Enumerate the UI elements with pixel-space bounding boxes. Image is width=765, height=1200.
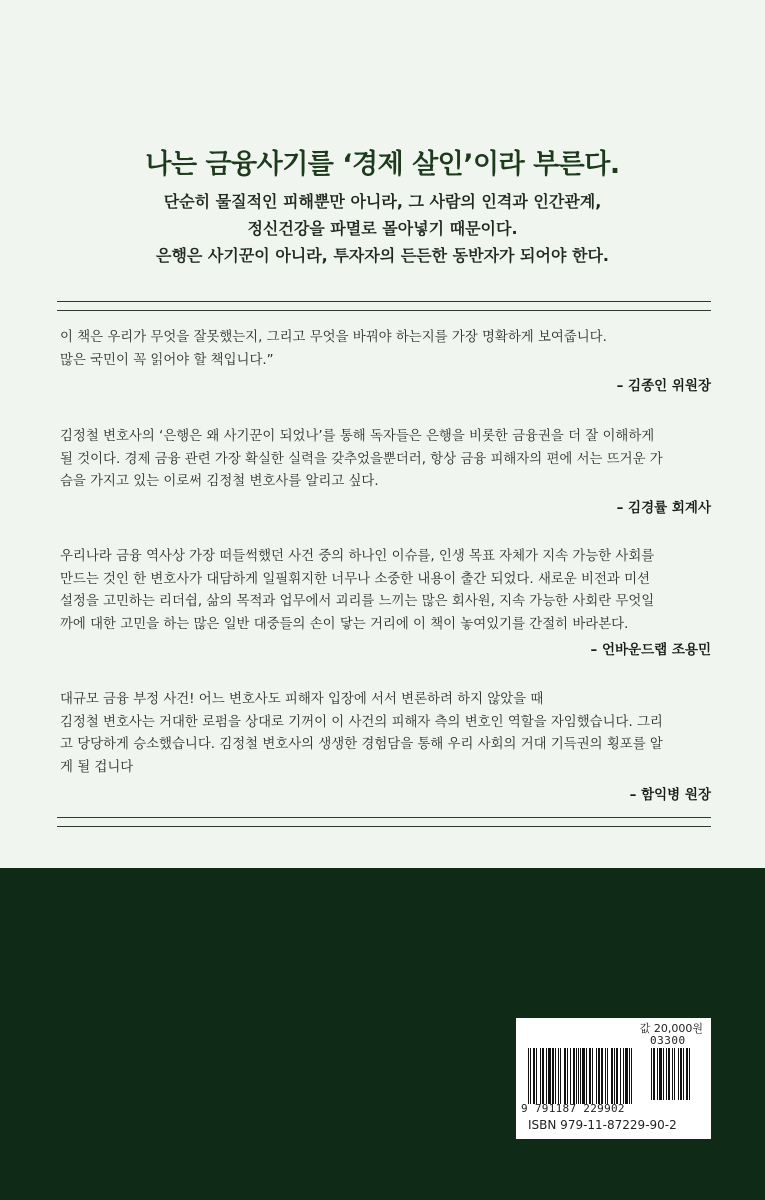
barcode-bar xyxy=(689,1048,690,1100)
barcode-bar xyxy=(607,1048,608,1104)
barcode-bar xyxy=(623,1048,624,1104)
blurb-line: 될 것이다. 경제 금융 관련 가장 확실한 실력을 갖추었을뿐더러, 항상 금융 피해자의 편에 서는 뜨거운 가 xyxy=(60,451,663,467)
barcode-bar xyxy=(657,1048,658,1100)
blurb-author: – 김종인 위원장 xyxy=(616,378,711,394)
barcode-bar xyxy=(680,1048,682,1100)
barcode-bar xyxy=(570,1048,571,1104)
barcode-bar xyxy=(596,1048,597,1104)
blurb-line: 설정을 고민하는 리더쉽, 삶의 목적과 업무에서 괴리를 느끼는 많은 회사원, 지속 가능한 사회란 무엇일 xyxy=(60,594,655,609)
barcode-bar xyxy=(530,1048,531,1104)
barcode-bar xyxy=(601,1048,603,1104)
barcode-addon-number: 03300 xyxy=(650,1034,686,1047)
divider xyxy=(57,826,711,827)
headline: 나는 금융사기를 ‘경제 살인’이라 부른다. xyxy=(145,149,620,180)
blurb xyxy=(60,689,712,779)
barcode-bar xyxy=(663,1048,664,1100)
subheadline-line: 정신건강을 파멸로 몰아넣기 때문이다. xyxy=(247,219,518,238)
blurb-line: 많은 국민이 꼭 읽어야 할 책입니다.” xyxy=(60,352,274,368)
barcode-bar xyxy=(605,1048,606,1104)
barcode-bar xyxy=(542,1048,544,1104)
blurb-line: 이 책은 우리가 무엇을 잘못했는지, 그리고 무엇을 바꿔야 하는지를 가장 명확하게 보여줍니다. xyxy=(60,330,607,345)
barcode-bar xyxy=(580,1048,581,1104)
barcode-bar xyxy=(625,1048,628,1104)
barcode-bar xyxy=(678,1048,679,1100)
barcode-main-bars xyxy=(528,1048,646,1104)
subheadline xyxy=(0,188,765,269)
barcode-bar xyxy=(533,1048,535,1104)
barcode-number: 9 791187 229902 xyxy=(521,1102,625,1115)
barcode-bar xyxy=(558,1048,559,1104)
blurb-author: – 김경률 회계사 xyxy=(616,500,711,516)
subheadline-line: 은행은 사기꾼이 아니라, 투자자의 든든한 동반자가 되어야 한다. xyxy=(155,246,609,265)
barcode-bar xyxy=(659,1048,662,1100)
blurb-line: 고 당당하게 승소했습니다. 김정철 변호사의 생생한 경험담을 통해 우리 사회의 거대 기득권의 횡포를 알 xyxy=(60,737,663,752)
barcode-bar xyxy=(672,1048,673,1100)
barcode-bar xyxy=(555,1048,556,1104)
barcode-bar xyxy=(586,1048,587,1104)
blurb-line: 우리나라 금융 역사상 가장 떠들썩했던 사건 중의 하나인 이슈를, 인생 목표 자체가 지속 가능한 사회를 xyxy=(60,549,655,564)
barcode-bar xyxy=(683,1048,684,1100)
barcode-bar xyxy=(666,1048,667,1100)
barcode-bar xyxy=(573,1048,575,1104)
subheadline-line: 단순히 물질적인 피해뿐만 아니라, 그 사람의 인격과 인간관계, xyxy=(163,192,602,211)
barcode-bar xyxy=(564,1048,566,1104)
barcode-bar xyxy=(592,1048,593,1104)
barcode-bar xyxy=(668,1048,670,1100)
barcode-bar xyxy=(686,1048,688,1100)
barcode-bar xyxy=(589,1048,591,1104)
barcode-bar xyxy=(614,1048,615,1104)
barcode-bar xyxy=(582,1048,585,1104)
barcode-bar xyxy=(631,1048,632,1104)
barcode-bar xyxy=(578,1048,579,1104)
blurb-line: 김정철 변호사는 거대한 로펌을 상대로 기꺼이 이 사건의 피해자 측의 변호인 역할을 자임했습니다. 그리 xyxy=(60,714,663,730)
barcode-bar xyxy=(598,1048,600,1104)
barcode-bar xyxy=(540,1048,541,1104)
divider xyxy=(57,301,711,302)
blurb-line: 김정철 변호사의 ‘은행은 왜 사기꾼이 되었나’를 통해 독자들은 은행을 비롯한 금융권을 더 잘 이해하게 xyxy=(60,429,655,444)
barcode-bar xyxy=(629,1048,630,1104)
barcode-label xyxy=(516,1018,711,1139)
barcode-bar xyxy=(528,1048,529,1104)
blurb-line: 게 될 겁니다 xyxy=(60,759,134,775)
divider xyxy=(57,310,711,311)
barcode-bar xyxy=(536,1048,537,1104)
barcode-bar xyxy=(548,1048,551,1104)
barcode-bar xyxy=(567,1048,568,1104)
barcode-bar xyxy=(616,1048,618,1104)
blurb-line: 대규모 금융 부정 사건! 어느 변호사도 피해자 입장에 서서 변론하려 하지 않았을 때 xyxy=(60,692,544,707)
barcode-bar xyxy=(576,1048,577,1104)
blurb xyxy=(60,327,712,372)
barcode-bar xyxy=(546,1048,547,1104)
barcode-addon-bars xyxy=(651,1048,705,1104)
barcode-bar xyxy=(620,1048,621,1104)
blurb-line: 까에 대한 고민을 하는 많은 일반 대중들의 손이 닿는 거리에 이 책이 놓여있기를 간절히 바라본다. xyxy=(60,616,629,632)
blurb-line: 만드는 것인 한 변호사가 대담하게 일필휘지한 너무나 소중한 내용이 출간 되었다. 새로운 비전과 미션 xyxy=(60,571,650,587)
barcode-bar xyxy=(560,1048,561,1104)
barcode-bar xyxy=(611,1048,613,1104)
barcode-bar xyxy=(653,1048,655,1100)
blurb-line: 슴을 가지고 있는 이로써 김정철 변호사를 알리고 싶다. xyxy=(60,474,379,489)
blurb-author: – 함익병 원장 xyxy=(629,787,711,803)
divider xyxy=(57,817,711,818)
barcode-bar xyxy=(674,1048,675,1100)
blurb-author: – 언바운드랩 조용민 xyxy=(590,642,711,658)
blurb xyxy=(60,546,712,636)
barcode-bar xyxy=(651,1048,652,1100)
blurb xyxy=(60,426,712,494)
price: 값 20,000원 xyxy=(639,1022,703,1035)
barcode-bar xyxy=(552,1048,554,1104)
isbn: ISBN 979-11-87229-90-2 xyxy=(528,1118,677,1132)
